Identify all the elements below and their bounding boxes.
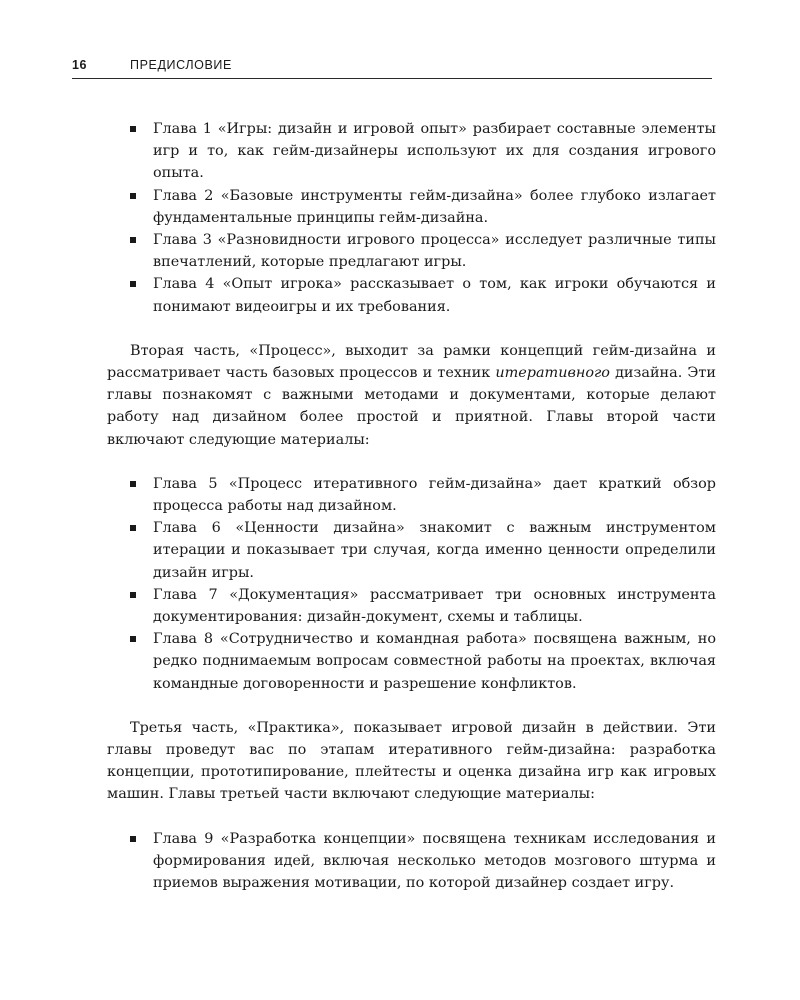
paragraph-text-start: Вторая часть, «Процесс», выходит за рамки концепций гейм-дизайна и рассматривает часть базовых процессов и техник [107, 342, 716, 382]
bullet-icon [130, 636, 136, 642]
bullet-icon [130, 592, 136, 598]
chapter-list-part-1 [130, 118, 716, 318]
emphasis-text: итеративного [495, 365, 610, 382]
bullet-icon [130, 193, 136, 199]
page-body [107, 118, 716, 894]
list-item-text: Глава 3 «Разновидности игрового процесса» исследует различные типы впечатлений, которые предлагают игры. [153, 232, 716, 271]
list-item [130, 185, 716, 229]
list-item-text: Глава 1 «Игры: дизайн и игровой опыт» разбирает составные элементы игр и то, как гейм-дизайнеры используют их для создания игрового опыта. [153, 121, 716, 182]
bullet-icon [130, 237, 136, 243]
list-item-text: Глава 8 «Сотрудничество и командная работа» посвящена важным, но редко поднимаемым вопросам совместной работы на проектах, включая командные договоренности и разрешение конфликтов. [153, 631, 716, 692]
chapter-list-part-3 [130, 828, 716, 895]
list-item-text: Глава 4 «Опыт игрока» рассказывает о том, как игроки обучаются и понимают видеоигры и их требования. [153, 276, 716, 315]
list-item [130, 273, 716, 317]
bullet-icon [130, 281, 136, 287]
paragraph-part-3: Третья часть, «Практика», показывает игровой дизайн в действии. Эти главы проведут вас по этапам итеративного гейм-дизайна: разработка концепции, прототипирование, плейтесты и оценка дизайна игр как игровых машин. Главы третьей части включают следующие материалы: [107, 719, 716, 803]
chapter-list-part-2 [130, 473, 716, 695]
list-item [130, 517, 716, 584]
list-item-text: Глава 2 «Базовые инструменты гейм-дизайна» более глубоко излагает фундаментальные принципы гейм-дизайна. [153, 187, 716, 226]
bullet-icon [130, 481, 136, 487]
list-item [130, 584, 716, 628]
section-title: ПРЕДИСЛОВИЕ [130, 58, 232, 72]
paragraph-text-end: дизайна. Эти главы познакомят с важными методами и документами, которые делают работу над дизайном более простой и приятной. Главы второй части включают следующие материалы: [107, 365, 716, 448]
list-item-text: Глава 9 «Разработка концепции» посвящена техникам исследования и формирования идей, включая несколько методов мозгового штурма и приемов выражения мотивации, по которой дизайнер создает игру. [153, 830, 716, 892]
list-item [130, 628, 716, 695]
list-item-text: Глава 6 «Ценности дизайна» знакомит с важным инструментом итерации и показывает три случая, когда именно ценности определили дизайн игры. [153, 520, 716, 581]
page-number: 16 [72, 58, 88, 72]
running-header [72, 56, 712, 79]
list-item [130, 473, 716, 517]
list-item-text: Глава 7 «Документация» рассматривает три основных инструмента документирования: дизайн-документ, схемы и таблицы. [153, 586, 716, 626]
list-item [130, 229, 716, 273]
bullet-icon [130, 126, 136, 132]
bullet-icon [130, 525, 136, 531]
paragraph-part-2 [107, 340, 716, 451]
list-item [130, 828, 716, 895]
list-item-text: Глава 5 «Процесс итеративного гейм-дизайна» дает краткий обзор процесса работы над дизайном. [153, 475, 716, 515]
list-item [130, 118, 716, 185]
bullet-icon [130, 836, 136, 842]
